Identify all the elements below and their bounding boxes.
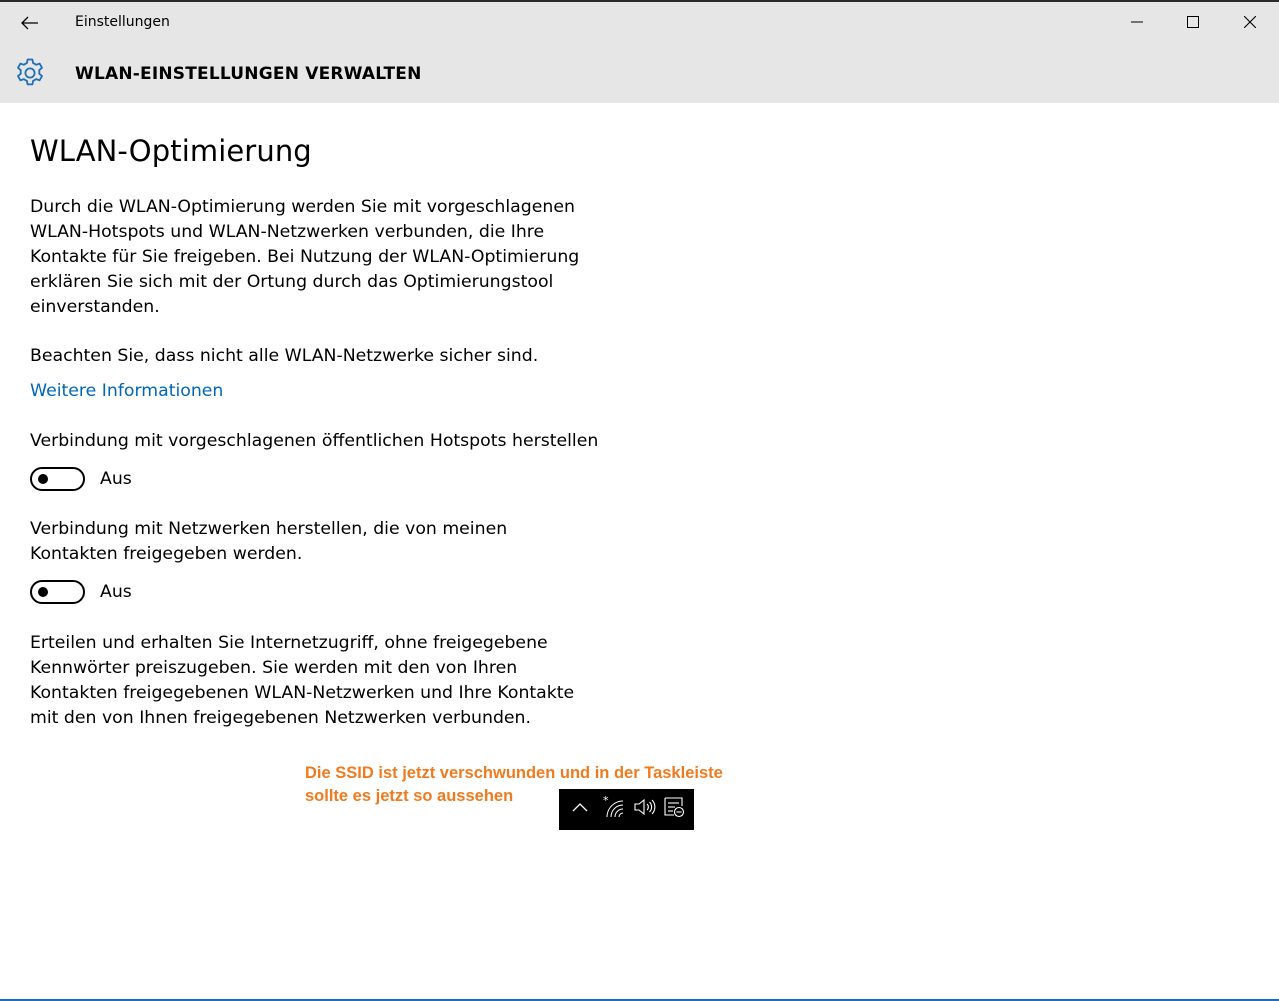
setting-row-hotspots <box>30 466 132 492</box>
more-info-link[interactable]: Weitere Informationen <box>30 381 224 401</box>
intro-text: Durch die WLAN-Optimierung werden Sie mit vorgeschlagenen WLAN-Hotspots und WLAN-Netzwerken verbunden, die Ihre Kontakte für Sie freigeben. Bei Nutzung der WLAN-Optimierung erklären Sie sich mit der Ortung durch das Optimierungstool einverstanden. <box>30 197 580 317</box>
chevron-up-icon <box>569 795 591 819</box>
setting-row-contacts <box>30 579 132 605</box>
svg-text:*: * <box>603 795 609 807</box>
sharing-info-text: Erteilen und erhalten Sie Internetzugriff, ohne freigegebene Kennwörter preiszugeben. Sie werden mit den von Ihren Kontakten freigegebenen WLAN-Netzwerken und Ihre Kontakte mit den von Ihnen freigegebenen Netzwerken verbunden. <box>30 633 575 728</box>
app-title: Einstellungen <box>75 14 170 30</box>
setting-label-contacts: Verbindung mit Netzwerken herstellen, die von meinen Kontakten freigegeben werden. <box>30 519 508 564</box>
minimize-icon <box>1131 16 1143 28</box>
title-bar <box>0 2 1279 46</box>
wifi-no-connection-icon <box>601 795 627 819</box>
page-title: WLAN-EINSTELLUNGEN VERWALTEN <box>75 64 422 84</box>
toggle-state-label: Aus <box>100 582 132 602</box>
speaker-icon <box>632 795 656 819</box>
action-center-icon <box>662 795 686 819</box>
annotation-line-2: sollte es jetzt so aussehen <box>305 787 514 805</box>
toggle-knob <box>38 587 48 597</box>
toggle-knob <box>38 474 48 484</box>
contacts-toggle[interactable] <box>30 580 85 604</box>
back-button[interactable] <box>10 8 50 38</box>
warning-text: Beachten Sie, dass nicht alle WLAN-Netzwerke sicher sind. <box>30 346 539 366</box>
minimize-button[interactable] <box>1109 2 1165 42</box>
taskbar-tray-snippet <box>559 789 694 830</box>
back-arrow-icon <box>21 16 39 30</box>
annotation-line-1: Die SSID ist jetzt verschwunden und in der Taskleiste <box>305 764 723 782</box>
toggle-state-label: Aus <box>100 469 132 489</box>
close-icon <box>1244 16 1256 28</box>
section-heading: WLAN-Optimierung <box>30 134 312 168</box>
setting-label-hotspots: Verbindung mit vorgeschlagenen öffentlichen Hotspots herstellen <box>30 431 599 451</box>
hotspots-toggle[interactable] <box>30 467 85 491</box>
maximize-button[interactable] <box>1165 2 1221 42</box>
page-header-bar <box>0 46 1279 103</box>
close-button[interactable] <box>1222 2 1278 42</box>
maximize-icon <box>1187 16 1199 28</box>
gear-icon <box>14 57 46 89</box>
